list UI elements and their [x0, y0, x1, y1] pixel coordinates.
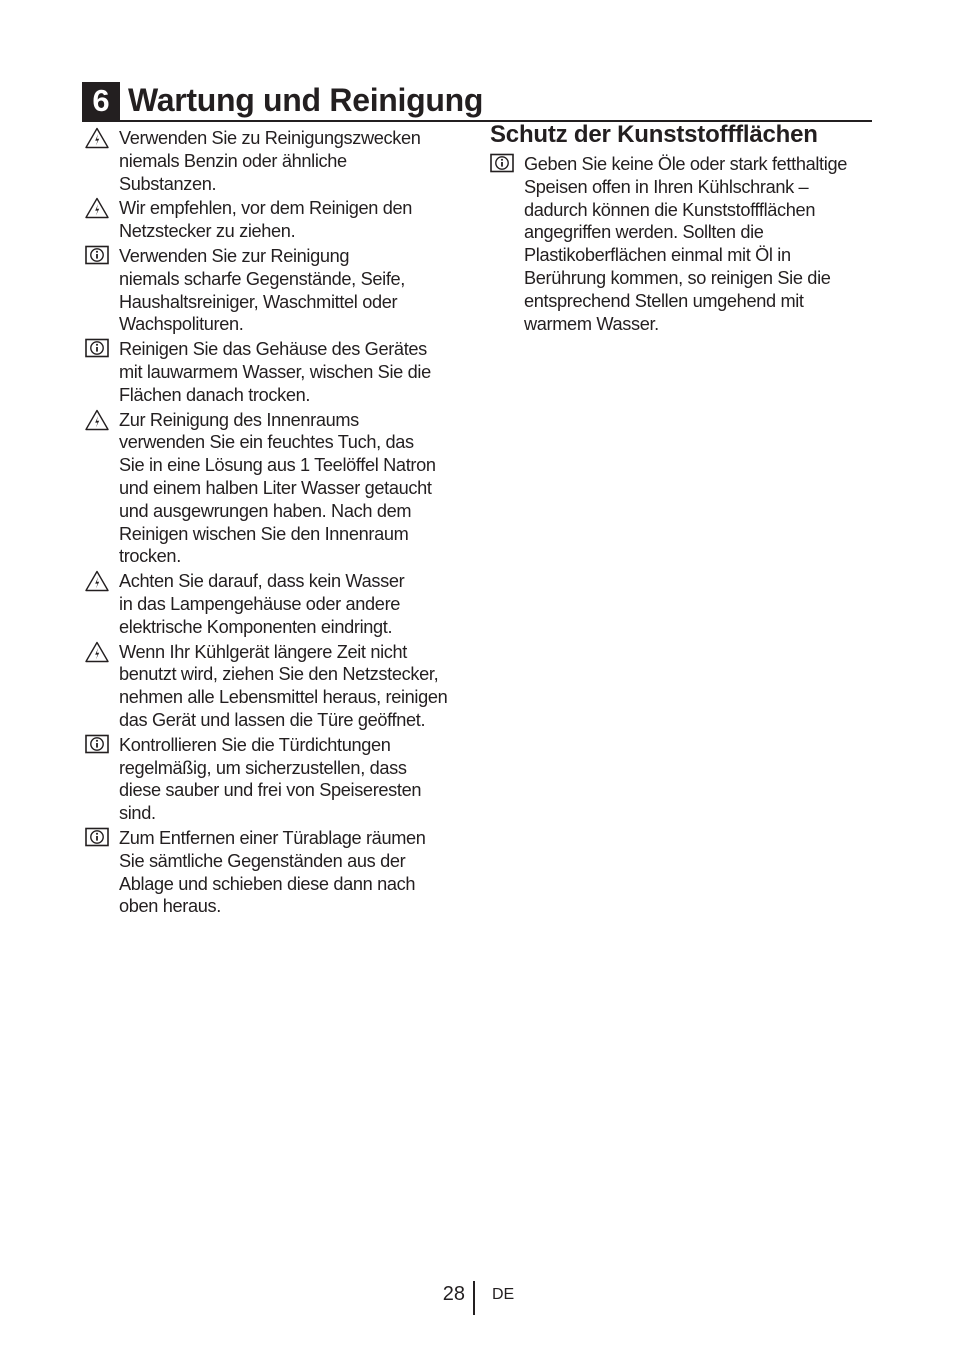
- list-item: [490, 153, 880, 335]
- list-item: [85, 641, 475, 732]
- section-items: [490, 153, 880, 335]
- list-item: [85, 127, 475, 195]
- right-column: [490, 120, 880, 337]
- list-item-text: Verwenden Sie zur Reinigung niemals scharfe Gegenstände, Seife, Haushaltsreiniger, Waschmittel oder Wachspolituren.: [119, 245, 405, 335]
- chapter-number: 6: [82, 82, 120, 120]
- list-item: [85, 827, 475, 918]
- warning-icon: [85, 409, 109, 431]
- footer-divider: [473, 1281, 475, 1315]
- info-icon: [85, 338, 109, 360]
- chapter-title: Wartung und Reinigung: [128, 82, 484, 118]
- list-item-text: Achten Sie darauf, dass kein Wasser in das Lampengehäuse oder andere elektrische Komponenten eindringt.: [119, 571, 405, 637]
- list-item-text: Zum Entfernen einer Türablage räumen Sie sämtliche Gegenständen aus der Ablage und schieben diese dann nach oben heraus.: [119, 827, 426, 917]
- list-item: [85, 570, 475, 638]
- warning-icon: [85, 197, 109, 219]
- page-number: 28: [442, 1283, 465, 1305]
- info-icon: [490, 153, 514, 175]
- language-code: DE: [492, 1286, 515, 1303]
- list-item-text: Verwenden Sie zu Reinigungszwecken niemals Benzin oder ähnliche Substanzen.: [119, 128, 421, 194]
- list-item-text: Wenn Ihr Kühlgerät längere Zeit nicht benutzt wird, ziehen Sie den Netzstecker, nehmen alle Lebensmittel heraus, reinigen das Gerät und lassen die Türe geöffnet.: [119, 641, 448, 730]
- list-item: [85, 245, 475, 336]
- list-item: [85, 409, 475, 569]
- list-item-text: Geben Sie keine Öle oder stark fetthaltige Speisen offen in Ihren Kühlschrank – dadurch können die Kunststoffflächen angegriffen werden. Sollten die Plastikoberflächen einmal mit Öl in Berührung kommen, so reinigen Sie die entsprechend Stellen umgehend mit warmem Wasser.: [524, 154, 847, 334]
- warning-icon: [85, 127, 109, 149]
- left-column: [85, 127, 475, 920]
- list-item: [85, 197, 475, 243]
- chapter-header: [82, 80, 872, 122]
- list-item-text: Kontrollieren Sie die Türdichtungen regelmäßig, um sicherzustellen, dass diese sauber und frei von Speiseresten sind.: [119, 734, 422, 824]
- info-icon: [85, 734, 109, 756]
- list-item-text: Wir empfehlen, vor dem Reinigen den Netzstecker zu ziehen.: [119, 198, 413, 242]
- list-item-text: Zur Reinigung des Innenraums verwenden Sie ein feuchtes Tuch, das Sie in eine Lösung aus 1 Teelöffel Natron und einem halben Liter Wasser getaucht und ausgewrungen haben. Nach dem Reinigen wischen Sie den Innenraum trocken.: [119, 409, 436, 567]
- warning-icon: [85, 570, 109, 592]
- list-item-text: Reinigen Sie das Gehäuse des Gerätes mit lauwarmem Wasser, wischen Sie die Flächen danach trocken.: [119, 339, 431, 405]
- list-item: [85, 338, 475, 406]
- info-icon: [85, 245, 109, 267]
- section-title: Schutz der Kunststoffflächen: [490, 121, 818, 148]
- info-icon: [85, 827, 109, 849]
- list-item: [85, 734, 475, 825]
- warning-icon: [85, 641, 109, 663]
